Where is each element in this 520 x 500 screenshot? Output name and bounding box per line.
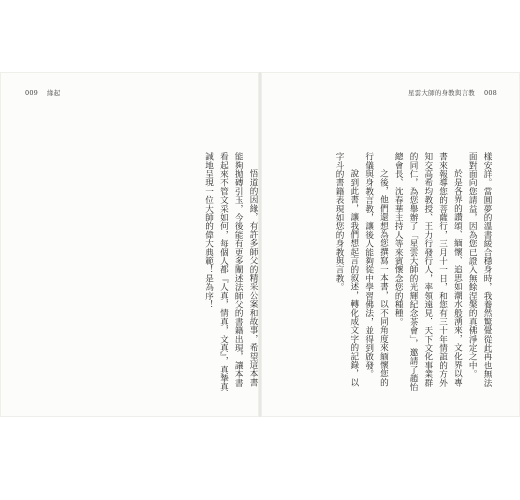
right-page-body [276, 152, 494, 392]
right-paragraph: 於是各界的讚頌、緬懷、追思如潮水般湧來，文化界以專書來報導您的菩薩行，三月十一日，和您有三十年情誼的方外知交高希均教授、王力行發行人，率領遠見．天下文化事業群的同仁，為您舉辦了「星雲大師的光輝紀念茶會」，邀請了趙怡總會長、沈春華主持人等來賓懷念您的種種。 [393, 152, 463, 392]
left-running-header [25, 88, 60, 97]
right-paragraph: 之後，他們還想為您撰寫一本書，以不同角度來緬懷您的行儀與身教言教，讓後人能夠從中學習佛法，並得到啟發。 [363, 152, 389, 387]
left-page-number: 009 [25, 89, 39, 97]
left-paragraph: 悟道的因緣，有許多師父的精采公案和故事，希望這本書能夠拋磚引玉，今後能有更多闡述法師父的書籍出現，讓本書看起來不管文采如何，每個人都『人真，情真，文真』，真摯真誠地呈現一位大師的偉大典範！是為序！ [203, 152, 258, 392]
right-paragraph: 說到此書，讓我們想起言的叙述，轉化成文字的記錄，以字斗的書籍表現如您的身教與言教。 [334, 152, 359, 387]
left-running-head: 緣起 [47, 89, 61, 97]
right-running-head: 星雲大師的身教與言教 [407, 89, 475, 97]
right-running-header [408, 88, 497, 97]
right-page-number: 008 [483, 89, 497, 97]
right-paragraph: 樣安詳。當圓夢的溫書緩合穩身時，我養然驚覺從此再也無法面對面向您請益，因為您已證入無餘涅槃的真佛淨定之中。 [467, 152, 492, 387]
left-page-body [188, 152, 260, 392]
